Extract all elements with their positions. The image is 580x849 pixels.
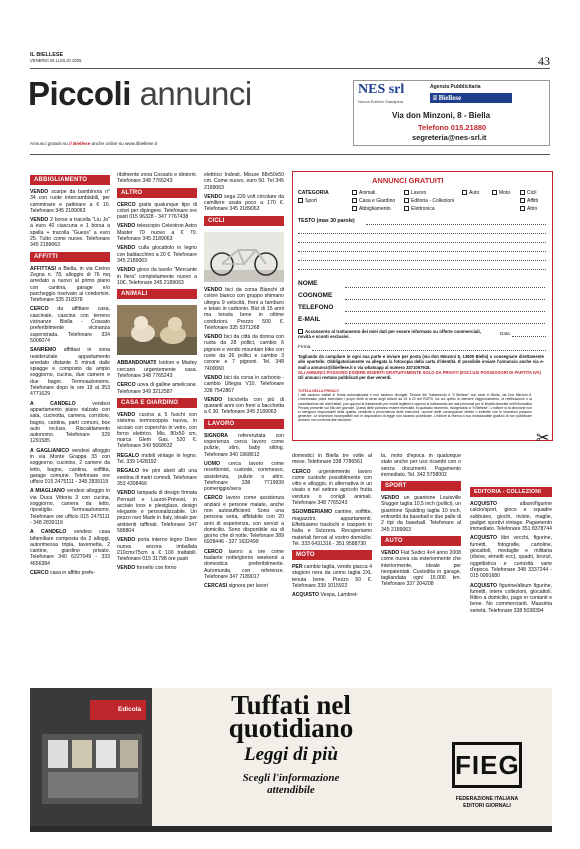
list-item: VENDO culla giocattolo in legno con baldacchino a 20 €. Telefonare 345 2189063: [117, 245, 197, 264]
testo-line[interactable]: [366, 224, 546, 225]
column-4: [292, 453, 372, 602]
scissors-icon: ✂: [536, 430, 550, 447]
list-item: VENDO telescopio Celestron Astro Master 70 nuovo a € 70. Telefonare 345 2189063: [117, 223, 197, 243]
title-rule: [30, 154, 550, 155]
consent-checkbox[interactable]: Acconsento al trattamento dei miei dati per essere informato su offerte commerciali, novità e sconti esclusivi.: [298, 329, 481, 340]
category-checkbox-abbigliamento[interactable]: Abbigliamento: [352, 206, 391, 212]
list-item: elettrico Indesit. Misure 88x50x50 cm. Come nuovo, euro 50. Tel 345 2189063: [204, 172, 284, 191]
email-field[interactable]: [345, 323, 545, 324]
list-item: VENDO sega 220 volt circolare da camiliere usata poco a 170 €. Telefonare 345 2189063: [204, 193, 284, 213]
page-header: [30, 52, 81, 64]
list-item: CERCASI signora per lavori: [204, 583, 268, 590]
agency-address: Via don Minzoni, 8 - Biella: [392, 111, 491, 120]
testo-label: TESTO (max 30 parole): [298, 218, 355, 224]
ad-headline: Tuffati nel quotidiano: [228, 690, 354, 743]
testo-line[interactable]: [298, 269, 546, 270]
list-item: VENDO Fiat Sedici 4x4 anno 2008 come nuova sia esteriormente che interiormente, ideale per neopatentati. Custodita in garage, tagliandata ogni 15.000 km. Telefonare 337 204208: [381, 549, 461, 588]
page-number: 43: [538, 54, 550, 68]
testo-line[interactable]: [298, 233, 546, 234]
telefono-field[interactable]: [345, 311, 545, 312]
section-abbigliamento: ABBIGLIAMENTO: [30, 175, 110, 185]
list-item: ACQUISTO figurine/album figurine, fumetti, intere collezioni, giocattoli. Ritiro a domicilio, pago in contanti e bene. No commercianti. Massima serietà. Telefonare 338 5038394: [470, 582, 552, 614]
list-item: A MIAGLIANO vendesi alloggio in via Duca Vittoria 3 con cucina, soggiorno, camera da letto, ripostiglio. Termoautonomo. Telefonare ore ufficio 015 2475111 - 348 2839119: [30, 488, 110, 526]
list-item: VENDO bicicletta con più di quaranti anni con freni a bacchetta a € 30. Telefonare 345 2189063: [204, 396, 284, 416]
issue-date: VENERDÌ 25 LUGLIO 2025: [30, 58, 82, 63]
testo-line[interactable]: [298, 251, 546, 252]
list-item: VENDO 2 borse a tracolla “Liu Jo” a euro 40 ciascuna e 1 borsa a spalla + tracolla “Guess” a euro 25. Tutto come nuove. Telefonare 345 2189063: [30, 217, 110, 249]
list-item: CERCO da affittare casa, cascinale, cascina con terreno vicinanze Biella - Cossato preferibilmente vicinanza superstrada. Telefonare 334 5006074: [30, 306, 110, 344]
category-checkbox-sport[interactable]: Sport: [298, 198, 317, 204]
list-item: VENDO bici da corsa Bianchi di colore bianco con gruppo shimano ultegra 9 velocità, freni a tamburo e telaio in carbonio. Bici di 15 anni ma tenuta bene in ottime condizioni. Prezzo 500 €. Telefonare 335 5371268: [204, 287, 284, 331]
page-title: [28, 76, 252, 112]
agency-label: Agenzia Pubblicitaria: [430, 84, 481, 90]
agency-email: segreteria@nes-srl.it: [412, 133, 487, 142]
category-checkbox-affitti[interactable]: Affitti: [520, 198, 538, 204]
list-item: ribilmente zona Cossato e dintorni. Telefonare 348 7765243: [117, 172, 197, 185]
list-item: AFFITTASI a Biella, in via Cerino Zegna n. 78, alloggio di 76 mq arredato a nuovo al primo piano con cantina, garage e/o parcheggio riservato ai condomini. Telefonare 335 218378: [30, 265, 110, 304]
section-lavoro: LAVORO: [204, 419, 284, 429]
category-checkbox-editoria[interactable]: Editoria - Collezioni: [404, 198, 454, 204]
list-item: SIGNORA referenziata con esperienza cerca lavoro come pulizie, stiro, baby sitting. Telefonare 340 1968612: [204, 432, 284, 458]
category-label: CATEGORIA: [298, 190, 329, 196]
edicola-sign: Edicola: [118, 706, 142, 713]
publication-name: IL BIELLESE: [30, 52, 64, 58]
nes-logo: NES srl: [358, 82, 405, 97]
telefono-label: TELEFONO: [298, 304, 334, 311]
category-checkbox-altro[interactable]: Altro: [520, 206, 537, 212]
nome-field[interactable]: [345, 287, 545, 288]
category-checkbox-lavoro[interactable]: Lavoro: [404, 190, 426, 196]
list-item: PER cambio taglia, vendo giacca 4 stagioni nera da uomo taglia 2XL tenuta bene. Prezzo 50 €. Telefonare 339 1015922: [292, 564, 372, 590]
list-item: VENDO gioco da tavolo “Mercante in fiera” completamente nuovo a 10€. Telefonare 345 2189063: [117, 267, 197, 286]
column-3: [204, 172, 284, 593]
category-checkbox-casa-giardino[interactable]: Casa e Giardino: [352, 198, 395, 204]
form-instructions: Tagliando da compilare in ogni sua parte e inviare per posta (via don Minzoni 8, 13900 Biella) o consegnare direttamente allo sportello. Obbligatoriamente va allegata la fotocopia della carta d'identità. È possibile inviare l'annuncio anche via e-mail a annunci@ilbiellese.it o via whatsapp al numero 3371057918. GLI ANNUNCI POSSONO ESSERE INSERITI GRATUITAMENTE SOLO DA PRIVATI (ESCLUSI POSSESSORI DI PARTITA IVA) Gli annunci restano pubblicati per due venerdì.: [298, 354, 544, 381]
brand-box: il Biellese: [430, 93, 512, 103]
fieg-name: FEDERAZIONE ITALIANA EDITORI GIORNALI: [455, 796, 519, 809]
email-label: E-MAIL: [298, 316, 321, 323]
list-item: A CANDELO vendesi appartamento piano rialzato con sala, cucinotta, camera, corridoio, bagno, cantina, parti comuni, box auto incluso. Riscaldamento autonomo. Telefonare 329 1291585: [30, 400, 110, 445]
category-checkbox-elettronica[interactable]: Elettronica: [404, 206, 435, 212]
list-item: REGALO mobili vintage in legno. Tel. 339 1428192: [117, 452, 197, 466]
list-item: VENDO cucina a 5 fuochi con sistema termocoppia nuova, in acciaio con coperchio in vetro, con forno elettrico. Mis. 80x50 cm, marca Glem Gas. 520 €. Telefonare 349 5668632: [117, 411, 197, 450]
ad-tagline: Scegli l'informazione attendibile: [242, 772, 340, 796]
header-rule: [30, 68, 550, 69]
form-title: ANNUNCI GRATUITI: [372, 176, 444, 185]
list-item: VENDO scarpe da bambino/a n° 34 con ruote intercambiabili, per camminare e pattinare a € 10. Telefonare 345 2189063: [30, 189, 110, 214]
column-1: [30, 172, 110, 579]
agency-telephone: Telefono 015.21880: [418, 123, 487, 132]
list-item: CERCO lavoro a ore come badante notte/giorno weekend a domestica preferibilmente. Automunita, con referenze. Telefonare 347 7189017: [204, 548, 284, 580]
section-editoria: EDITORIA - COLLEZIONI: [470, 487, 552, 497]
category-checkbox-moto[interactable]: Moto: [492, 190, 510, 196]
list-item: VENDO fornello con forno: [117, 565, 177, 572]
list-item: ta, moto d'epoca in qualunque stato anche per uso ricambi con o senza documenti. Pagamento immediato. Tel. 342 5758002: [381, 453, 461, 478]
cognome-field[interactable]: [345, 299, 545, 300]
list-item: CERCO lavoro come assistenza anziani e persone malate, anche non autosufficienti. Sono una persona seria, affidabile con 20 anni di esperienza, con servizi a domicilio. Sono disponibile sia di giorno che di notte. Telefonare 389 6928446 - 327 1632499: [204, 495, 284, 546]
subnote: Annunci gratuiti su il Biellese anche online su www.ilbiellese.it: [30, 141, 158, 146]
list-item: VENDO bici da città da donna con ruota da 28 pollici, cambio 6 pignoni e vendo mountain bike con ruote da 26 pollici e cambio 3 corone e 7 pignoni. Tel. 348 7400060: [204, 334, 284, 372]
dogs-photo: [117, 305, 197, 355]
testo-line[interactable]: [298, 242, 546, 243]
fieg-logo: FIEG: [452, 742, 522, 788]
list-item: VENDO lampada di design firmata Perrault e Laurot-Prévost, in acciaio inox e plexiglass, design elegante e personalizzabile. Un pezzo raro Made in Italy, ideale per ambienti raffinati. Telefonare 347 588804: [117, 490, 197, 534]
column-2: [117, 172, 197, 575]
list-item: VENDO un guantone Louisville Slugger taglia 10,5 inch (pollici), un guantone Spalding taglia 10 inch, entrambi da baseball e due palle di 2 tipi da baseball. Telefonare al 345 2189063: [381, 495, 462, 533]
list-item: REGALO tre pini abeti alti una ventina di metri comodi. Telefonare 353 4308466: [117, 468, 197, 487]
title-part1: Piccoli: [28, 75, 131, 112]
list-item: SGOMBERIAMO cantine, soffitte, magazzini, appartamenti. Effettuiamo traslochi e trasporti in Italia e Svizzera. Recuperiamo materiali ferrosi al vostro domicilio. Tel. 333 6431316 - 351 9588730: [292, 509, 372, 547]
category-checkbox-cicli[interactable]: Cicli: [520, 190, 536, 196]
nes-subtitle: Nuova Editrice Subalpina: [358, 99, 403, 104]
list-item: CERCO gratis qualunque tipo di colori per dipingere. Telefonare ore pasti 015 96328 - 347 7767438: [117, 201, 197, 221]
list-item: SANREMO affittasi in zona residenziale appartamento arredato distante 5 minuti dalle spiagge e composto da ampio soggiorno, cucina, due camere e due bagni. Termoautonomo. Telefonare dopo le ore 19 al 353 4771629: [30, 347, 110, 398]
section-auto: AUTO: [381, 536, 461, 546]
list-item: ABBANDONATI! Isidoro e Marley cercano urgentemente casa. Telefonare 348 7765243: [117, 360, 197, 380]
list-item: CERCO uova di galline amelicane. Telefonare 349 3212587: [117, 382, 197, 395]
section-cicli: CICLI: [204, 216, 284, 226]
list-item: A GAGLIANICO vendesi alloggio in via Monte Grappa 33 con soggiorno, cucinino, 2 camere da letto, bagno, cantina, soffitta, garage comune. Telefonare ore ufficio 015 2475111 - 348 2839119: [30, 447, 110, 486]
list-item: domestici in Biella tre volte al mese. Telefonare 338 7786561: [292, 453, 372, 466]
bicycle-photo: [204, 232, 284, 282]
section-casa-giardino: CASA E GIARDINO: [117, 398, 197, 408]
category-checkbox-animali[interactable]: Animali: [352, 190, 375, 196]
firma-field[interactable]: [312, 350, 546, 351]
list-item: ACQUISTO Vespa, Lambret-: [292, 592, 359, 599]
column-5: [381, 453, 461, 591]
section-animali: ANIMALI: [117, 289, 197, 299]
date-label: Data: [500, 331, 510, 336]
list-item: ACQUISTO libri vecchi, figurine, fumetti, fotografie, cartoline, giocattoli, medaglie e militaria (divise, elmetti ecc), quadri, bronzi, oggettistica e curiosità varie d'epoca. Telefonare 348 3337244 - 015 0991680: [470, 535, 552, 580]
category-checkbox-auto[interactable]: Auto: [462, 190, 479, 196]
firma-label: Firma: [298, 345, 311, 350]
list-item: ACQUISTO album/figurine calcio/sport, gioco e squadre subbuteo, giochi, riviste, maglie, gadget sportivi vintage. Pagamento immediato. Telefonare 351 8378744: [470, 501, 552, 533]
date-field[interactable]: [512, 336, 546, 337]
cognome-label: COGNOME: [298, 292, 333, 299]
list-item: UOMO cerca lavoro come recettionist, custode, commesso, assistenza, pulizie o altro. Telefonare 338 7719939 pomeriggio/sera: [204, 460, 284, 493]
list-item: VENDO porta interno legno Diere nuova ancora imballata 210cmx75cm a € 100 trattabili. Telefonare 015 31798 ore pasti: [117, 537, 197, 563]
list-item: A CANDELO vendesi casa bifamiliare composta da 2 alloggi, autorimessa tripla, tavernetta, 2 cantine, giardino privato. Telefonare 340 6227049 - 333 4656384: [30, 529, 110, 567]
section-altro: ALTRO: [117, 188, 197, 198]
column-6: [470, 484, 552, 617]
section-sport: SPORT: [381, 481, 461, 491]
list-item: CERCO urgentemente lavoro come custode possibilmente con vitto e alloggio, in alternativa in un vivaio o nel settore agricolo frutta verdura o conigli animali. Telefonare 348 7765243: [292, 468, 372, 507]
testo-line[interactable]: [298, 260, 546, 261]
ad-subheadline: Leggi di più: [244, 744, 338, 765]
section-affitti: AFFITTI: [30, 252, 110, 262]
section-moto: MOTO: [292, 550, 372, 560]
privacy-note: TUTELA DELLA PRIVACY I dati saranno trattati in forma automatizzata e non saranno divulgati. Titolare del Trattamento è “Il Biellese” con sede in Biella, via Don Minzoni 8. L'interessato potrà esercitare i propri diritti ai sensi degli articoli da 15 a 22 del RGPD, tra cui quello di ottenere l'aggiornamento, la rettificazione o la cancellazione dei dati trattati; può opporsi al trattamento per motivi legittimi e opporsi al trattamento dei dati personali per le finalità descritte nell'Informativa Privacy presente sul Sito del giornale. Questi diritti potranno essere esercitati, in qualsiasi momento, rivolgendosi a “Il Biellese”. L'editore si fa direzione non si ritengono responsabili della qualità, veridicità e provenienza delle inserzioni, nonché delle conseguenze dirette o indirette che le inserzioni possono generare. Le inserzioni incompatibili con le disposizioni di legge non saranno pubblicate. L'editore si riserva a suo insindacabile giudizio di non pubblicare annunci non conformi alle istruzioni.: [298, 389, 532, 423]
nome-label: NOME: [298, 280, 318, 287]
title-part2: annunci: [139, 75, 252, 112]
list-item: CERCO casa in affitto prefe-: [30, 570, 96, 577]
list-item: VENDO bici da corsa in carbonio - cambio Ultegra V10. Telefonare 338 7542867: [204, 374, 284, 394]
